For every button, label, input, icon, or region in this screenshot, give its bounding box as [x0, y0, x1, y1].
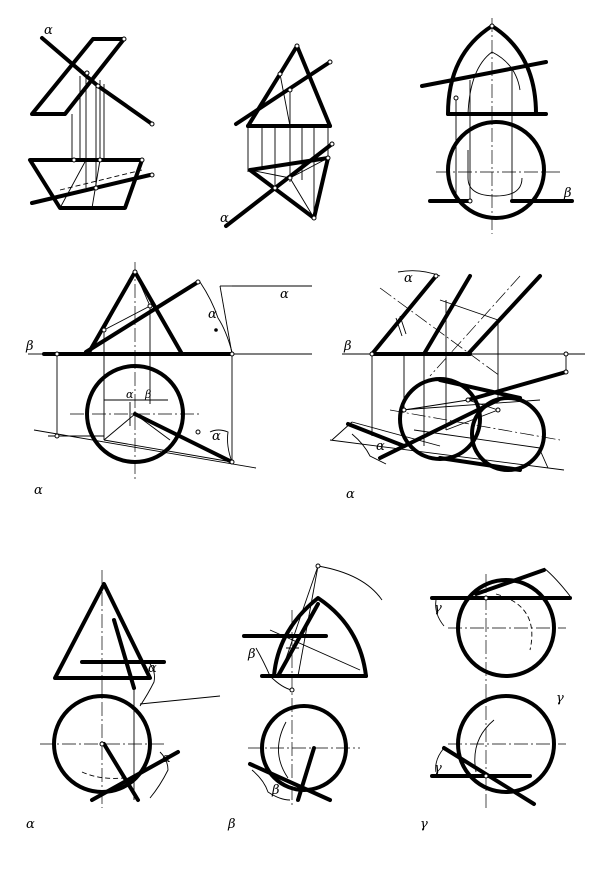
p3-sphere-top-view [448, 122, 544, 218]
p1-alpha-label: α [44, 23, 53, 38]
p6-alpha-top-label: α [148, 661, 157, 676]
p7-beta-bottom-label: β [272, 783, 280, 798]
p6-caption-label: α [26, 817, 35, 832]
p2-pyramid-top-view [250, 158, 328, 218]
p6-alpha-bottom-label: α [162, 751, 171, 766]
problem-8-cylinder-section [420, 568, 570, 832]
p5-edge-3 [468, 276, 540, 354]
problem-1-prism-section [30, 23, 154, 208]
p1-top-parallelogram [32, 39, 124, 114]
p4-alpha-ext-label: α [280, 287, 289, 302]
problem-2-pyramid-section [220, 44, 334, 226]
p1-plane-trace-top-b [98, 86, 152, 124]
p8-caption-label: γ [420, 817, 428, 832]
p5-edge-2 [424, 276, 470, 354]
p2-alpha-label: α [220, 211, 229, 226]
problem-5-cylinder-section [330, 271, 585, 502]
problem-7-sphere-section [227, 564, 382, 832]
p4-alpha-inner-label: α [126, 388, 134, 401]
p4-plane-trace-front [86, 282, 198, 352]
p7-plane-trace-top-a [250, 764, 330, 800]
problem-3-sphere-section [422, 18, 572, 234]
p5-alpha-top-label: α [404, 271, 413, 286]
p4-beta-inner-label: β [145, 388, 152, 401]
problem-6-cone-section [26, 570, 220, 832]
p5-edge-1 [372, 276, 436, 354]
p3-beta-label: β [564, 186, 572, 201]
p4-beta-label: β [26, 339, 34, 354]
p7-beta-top-label: β [248, 647, 256, 662]
p8-gamma-bottom-label: γ [434, 761, 442, 776]
problem-4-cone-section [25, 262, 312, 498]
p7-caption-label: β [228, 817, 236, 832]
p8-gamma-right-label: γ [556, 691, 564, 706]
p5-caption-label: α [346, 487, 355, 502]
p4-alpha-trace-label: α [208, 307, 217, 322]
p4-caption-label: α [34, 483, 43, 498]
p8-gamma-top-label: γ [434, 601, 442, 616]
p5-beta-label: β [344, 339, 352, 354]
p5-alpha-bottom-label: α [376, 439, 385, 454]
p4-alpha-bottom-label: α [212, 429, 221, 444]
p3-plane-trace [422, 62, 546, 86]
p2-pyramid-front [248, 46, 330, 126]
